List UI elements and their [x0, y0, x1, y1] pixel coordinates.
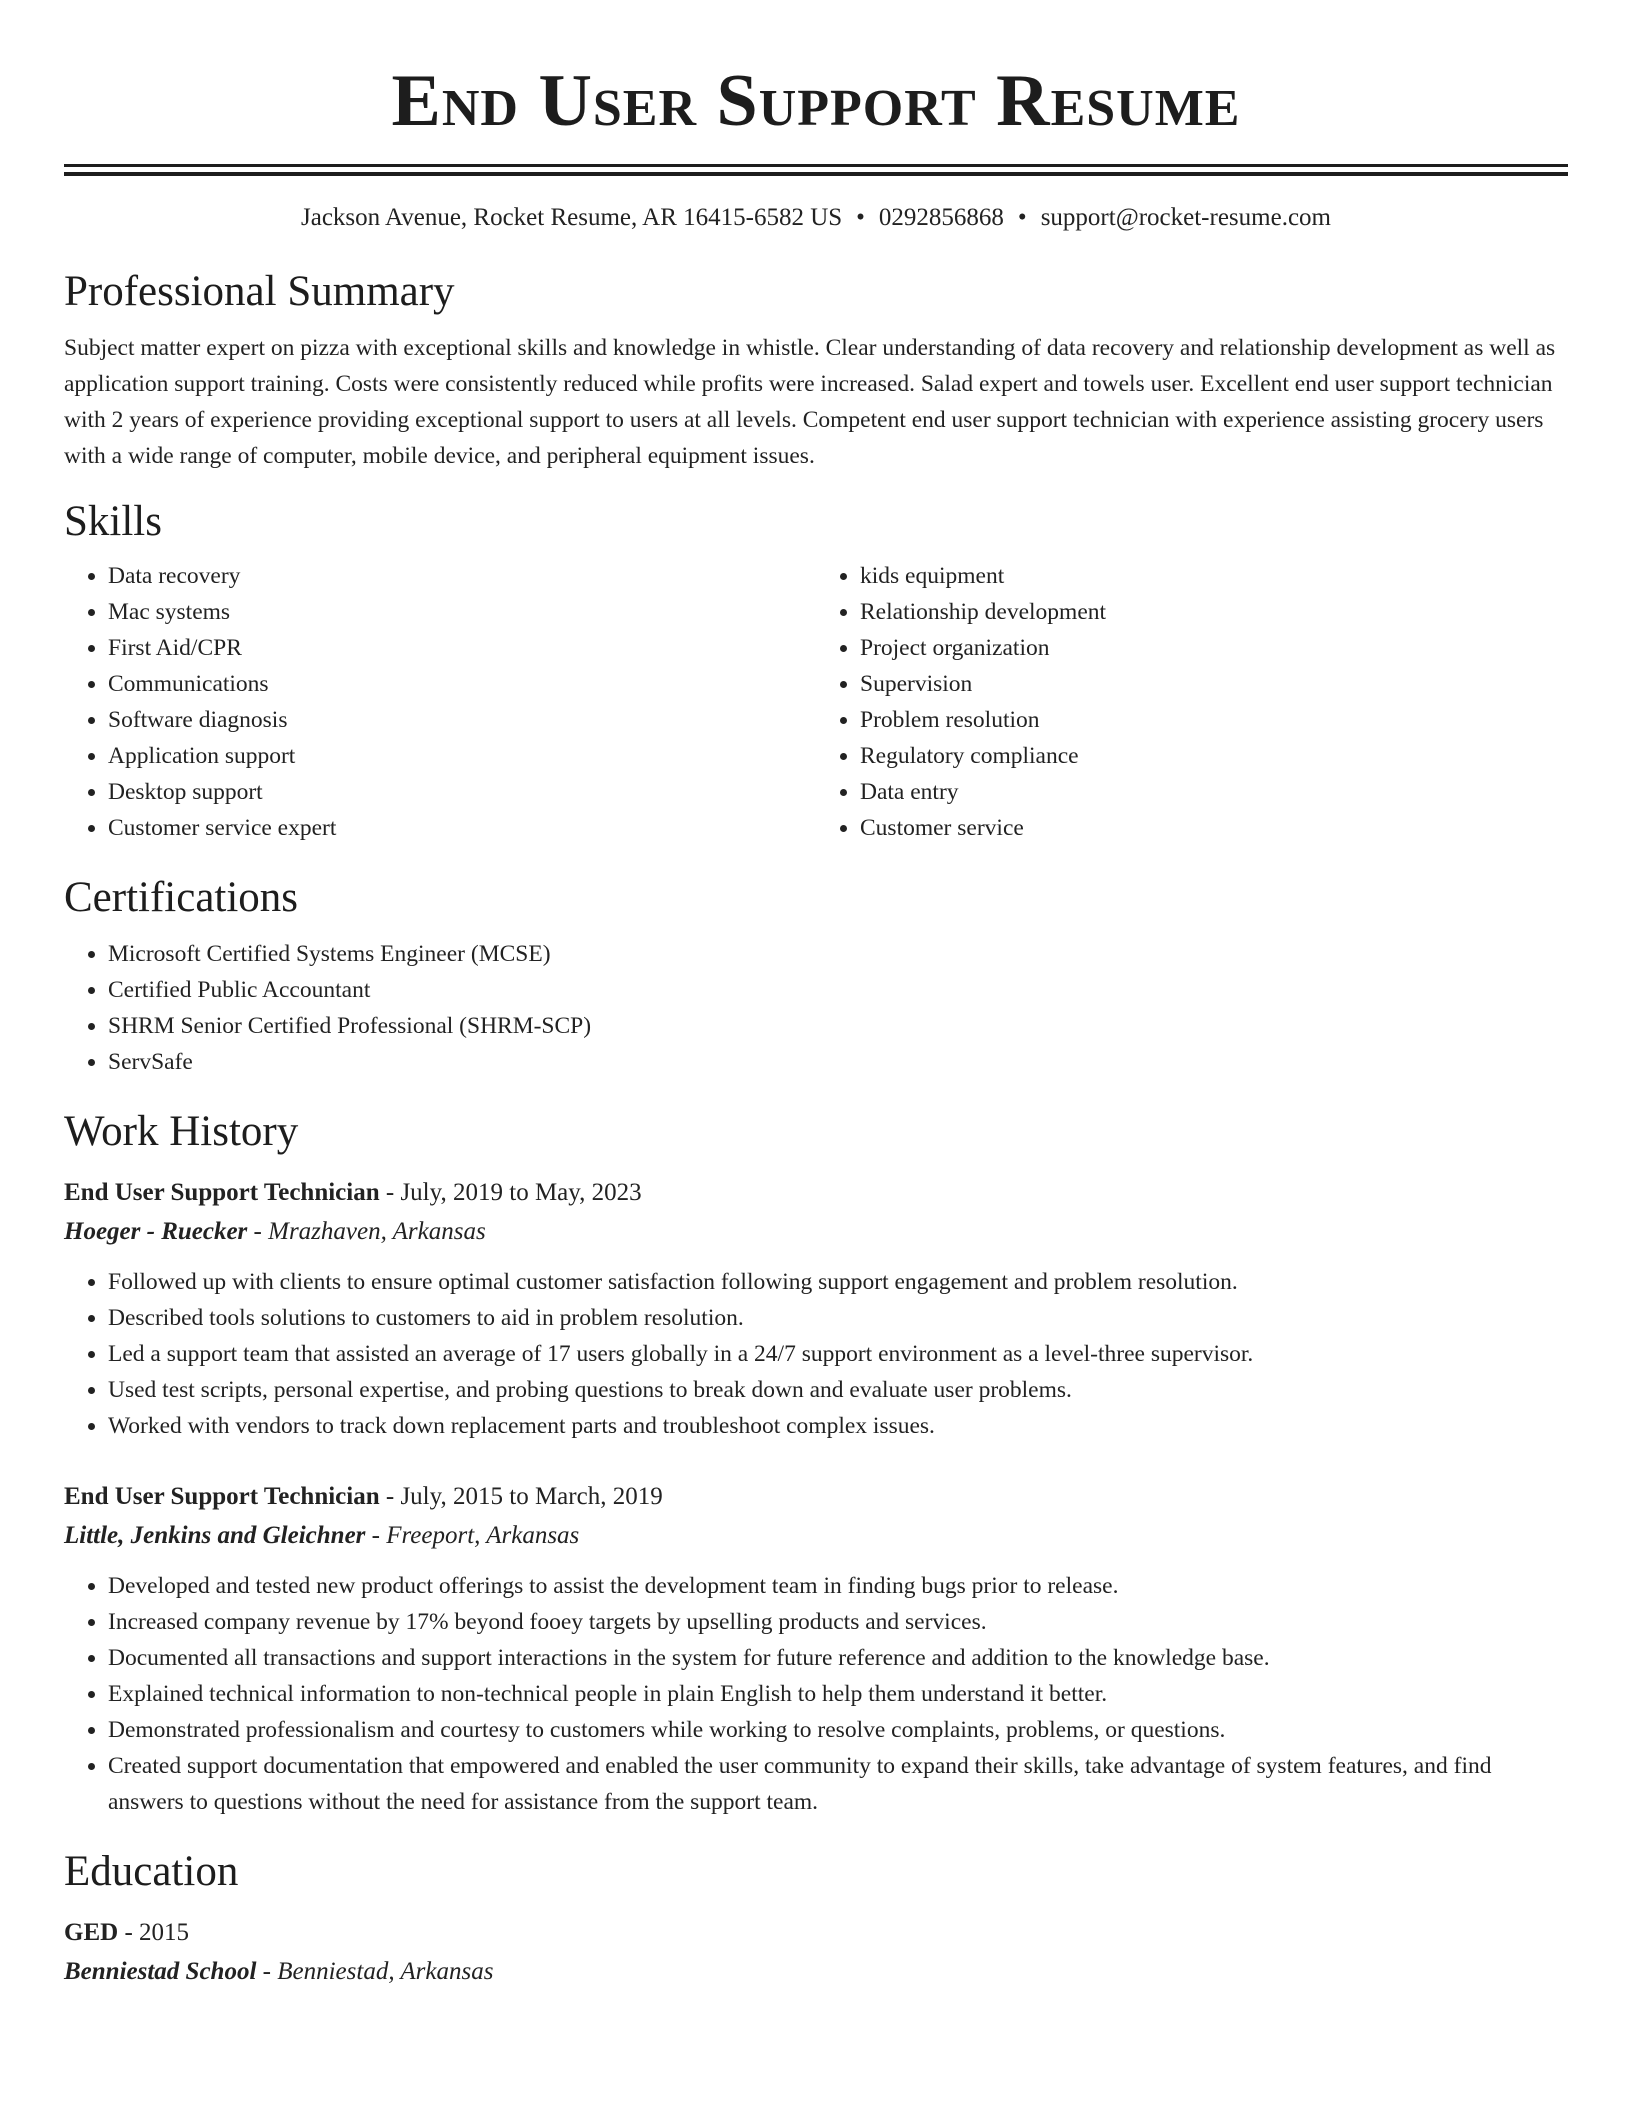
- job-entry: [64, 1174, 1568, 1444]
- contact-separator: •: [856, 204, 865, 231]
- skill-item: • Regulatory compliance: [860, 738, 1568, 774]
- skill-item: • Software diagnosis: [108, 702, 816, 738]
- job-location: - Mrazhaven, Arkansas: [247, 1218, 486, 1245]
- job-entry: [64, 1478, 1568, 1820]
- education-school: Benniestad School: [64, 1958, 257, 1985]
- job-header: [64, 1174, 1568, 1212]
- title-divider: [64, 164, 1568, 176]
- certification-item: • Certified Public Accountant: [108, 972, 1568, 1008]
- job-bullet: • Increased company revenue by 17% beyond fooey targets by upselling products and services.: [108, 1604, 1568, 1640]
- job-bullet: • Described tools solutions to customers to aid in problem resolution.: [108, 1300, 1568, 1336]
- job-bullet: • Created support documentation that empowered and enabled the user community to expand their skills, take advantage of system features, and find answers to questions without the need for assistance from the support team.: [108, 1748, 1568, 1820]
- job-bullet: • Led a support team that assisted an average of 17 users globally in a 24/7 support environment as a level-three supervisor.: [108, 1336, 1568, 1372]
- job-title: End User Support Technician: [64, 1179, 380, 1206]
- education-entry: [64, 1914, 1568, 1992]
- skill-item: • Communications: [108, 666, 816, 702]
- skills-heading: Skills: [64, 498, 162, 545]
- job-bullets: [64, 1568, 1568, 1820]
- certification-item: • ServSafe: [108, 1044, 1568, 1080]
- skill-item: • Customer service expert: [108, 810, 816, 846]
- skill-item: • Application support: [108, 738, 816, 774]
- contact-address: Jackson Avenue, Rocket Resume, AR 16415-6582 US: [301, 204, 843, 231]
- skill-item: • Desktop support: [108, 774, 816, 810]
- job-dates: - July, 2015 to March, 2019: [379, 1483, 663, 1510]
- job-bullet: • Documented all transactions and support interactions in the system for future reference and addition to the knowledge base.: [108, 1640, 1568, 1676]
- skills-list-right: [816, 558, 1568, 846]
- resume-title: End User Support Resume: [391, 60, 1241, 142]
- job-company-line: [64, 1516, 1568, 1556]
- skill-item: • First Aid/CPR: [108, 630, 816, 666]
- job-bullet: • Demonstrated professionalism and courtesy to customers while working to resolve complaints, problems, or questions.: [108, 1712, 1568, 1748]
- education-school-line: [64, 1952, 1568, 1992]
- summary-text: Subject matter expert on pizza with exceptional skills and knowledge in whistle. Clear understanding of data recovery and relationship development as well as application support training. Costs were consistently reduced while profits were increased. Salad expert and towels user. Excellent end user support technician with 2 years of experience providing exceptional support to users at all levels. Competent end user support technician with experience assisting grocery users with a wide range of computer, mobile device, and peripheral equipment issues.: [64, 335, 1556, 469]
- certification-item: • Microsoft Certified Systems Engineer (MCSE): [108, 936, 1568, 972]
- job-company-line: [64, 1212, 1568, 1252]
- skill-item: • Customer service: [860, 810, 1568, 846]
- skill-item: • Data entry: [860, 774, 1568, 810]
- job-header: [64, 1478, 1568, 1516]
- skill-item: • Project organization: [860, 630, 1568, 666]
- job-company: Little, Jenkins and Gleichner: [64, 1522, 366, 1549]
- contact-phone: 0292856868: [878, 204, 1004, 231]
- skill-item: • Data recovery: [108, 558, 816, 594]
- skill-item: • Supervision: [860, 666, 1568, 702]
- job-location: - Freeport, Arkansas: [365, 1522, 580, 1549]
- job-bullet: • Explained technical information to non-technical people in plain English to help them understand it better.: [108, 1676, 1568, 1712]
- certification-item: • SHRM Senior Certified Professional (SHRM-SCP): [108, 1008, 1568, 1044]
- skills-list-left: [64, 558, 816, 846]
- job-title: End User Support Technician: [64, 1483, 380, 1510]
- job-company: Hoeger - Ruecker: [64, 1218, 248, 1245]
- certifications-heading: Certifications: [64, 874, 299, 921]
- skill-item: • kids equipment: [860, 558, 1568, 594]
- contact-email: support@rocket-resume.com: [1040, 204, 1331, 231]
- job-bullet: • Followed up with clients to ensure optimal customer satisfaction following support engagement and problem resolution.: [108, 1264, 1568, 1300]
- contact-line: [64, 200, 1568, 236]
- education-heading: Education: [64, 1848, 239, 1895]
- skill-item: • Problem resolution: [860, 702, 1568, 738]
- skill-item: • Relationship development: [860, 594, 1568, 630]
- education-degree: GED: [64, 1919, 119, 1946]
- job-dates: - July, 2019 to May, 2023: [379, 1179, 642, 1206]
- job-bullet: • Worked with vendors to track down replacement parts and troubleshoot complex issues.: [108, 1408, 1568, 1444]
- job-bullets: [64, 1264, 1568, 1444]
- skills-columns: [64, 558, 1568, 846]
- work-history-heading: Work History: [64, 1108, 299, 1155]
- contact-separator: •: [1017, 204, 1027, 231]
- summary-heading: Professional Summary: [64, 268, 455, 315]
- education-year: - 2015: [118, 1919, 190, 1946]
- certifications-list: [64, 936, 1568, 1080]
- job-bullet: • Used test scripts, personal expertise, and probing questions to break down and evaluate user problems.: [108, 1372, 1568, 1408]
- education-location: - Benniestad, Arkansas: [256, 1958, 494, 1985]
- education-degree-line: [64, 1914, 1568, 1952]
- skill-item: • Mac systems: [108, 594, 816, 630]
- job-bullet: • Developed and tested new product offerings to assist the development team in finding bugs prior to release.: [108, 1568, 1568, 1604]
